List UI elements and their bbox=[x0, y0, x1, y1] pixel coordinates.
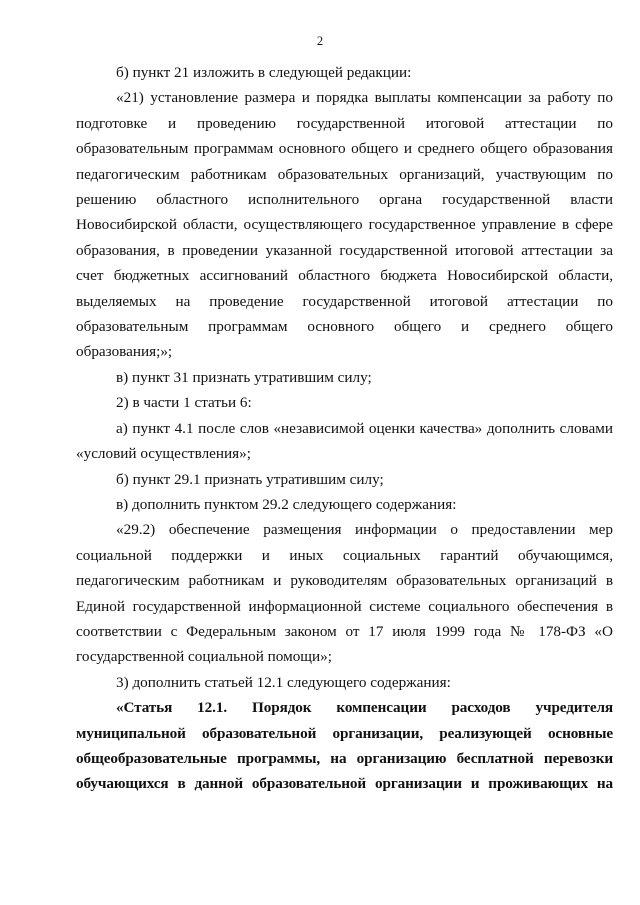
text-line: Новосибирской области, осуществляющего государственное управление в сфере bbox=[76, 216, 613, 234]
text-line: счет бюджетных ассигнований областного бюджета Новосибирской области, bbox=[76, 267, 613, 285]
text-line: «Статья 12.1. Порядок компенсации расходов учредителя bbox=[116, 699, 613, 717]
text-line: подготовке и проведению государственной итоговой аттестации по bbox=[76, 114, 613, 132]
text-line: выделяемых на проведение государственной итоговой аттестации по bbox=[76, 292, 613, 310]
text-line: «условий осуществления»; bbox=[76, 445, 251, 463]
text-line: б) пункт 21 изложить в следующей редакции: bbox=[116, 64, 412, 81]
text-line: обучающихся в данной образовательной организации и проживающих на bbox=[76, 775, 613, 793]
text-line: в) дополнить пунктом 29.2 следующего содержания: bbox=[116, 495, 457, 513]
text-line: а) пункт 4.1 после слов «независимой оценки качества» дополнить словами bbox=[116, 419, 613, 437]
text-line: соответствии с Федеральным законом от 17 июля 1999 года № 178-ФЗ «О bbox=[76, 622, 613, 640]
document-body bbox=[76, 60, 613, 797]
text-line: б) пункт 29.1 признать утратившим силу; bbox=[116, 470, 384, 488]
text-line: государственной социальной помощи»; bbox=[76, 648, 332, 666]
text-line: образования, в проведении указанной государственной итоговой аттестации за bbox=[76, 241, 613, 259]
text-line: социальной поддержки и иных социальных гарантий обучающимся, bbox=[76, 546, 613, 564]
text-line: образовательным программам основного общего и среднего общего bbox=[76, 318, 613, 336]
text-line: 2) в части 1 статьи 6: bbox=[116, 394, 252, 412]
text-line: «29.2) обеспечение размещения информации о предоставлении мер bbox=[116, 521, 613, 539]
text-line: Единой государственной информационной системе социального обеспечения в bbox=[76, 597, 613, 615]
text-line: образования;»; bbox=[76, 343, 173, 361]
text-line: муниципальной образовательной организации, реализующей основные bbox=[76, 724, 613, 742]
text-line: образовательным программам основного общего и среднего общего образования bbox=[76, 140, 613, 158]
text-line: общеобразовательные программы, на организацию бесплатной перевозки bbox=[76, 749, 613, 767]
text-line: 3) дополнить статьей 12.1 следующего содержания: bbox=[116, 673, 451, 691]
text-line: педагогическим работникам образовательных организаций, участвующим по bbox=[76, 165, 613, 183]
text-line: «21) установление размера и порядка выплаты компенсации за работу по bbox=[116, 89, 613, 107]
text-line: в) пункт 31 признать утратившим силу; bbox=[116, 368, 372, 386]
text-line: педагогическим работникам и руководителям образовательных организаций в bbox=[76, 572, 613, 590]
text-line: решению областного исполнительного органа государственной власти bbox=[76, 191, 613, 209]
page-number: 2 bbox=[316, 34, 324, 48]
